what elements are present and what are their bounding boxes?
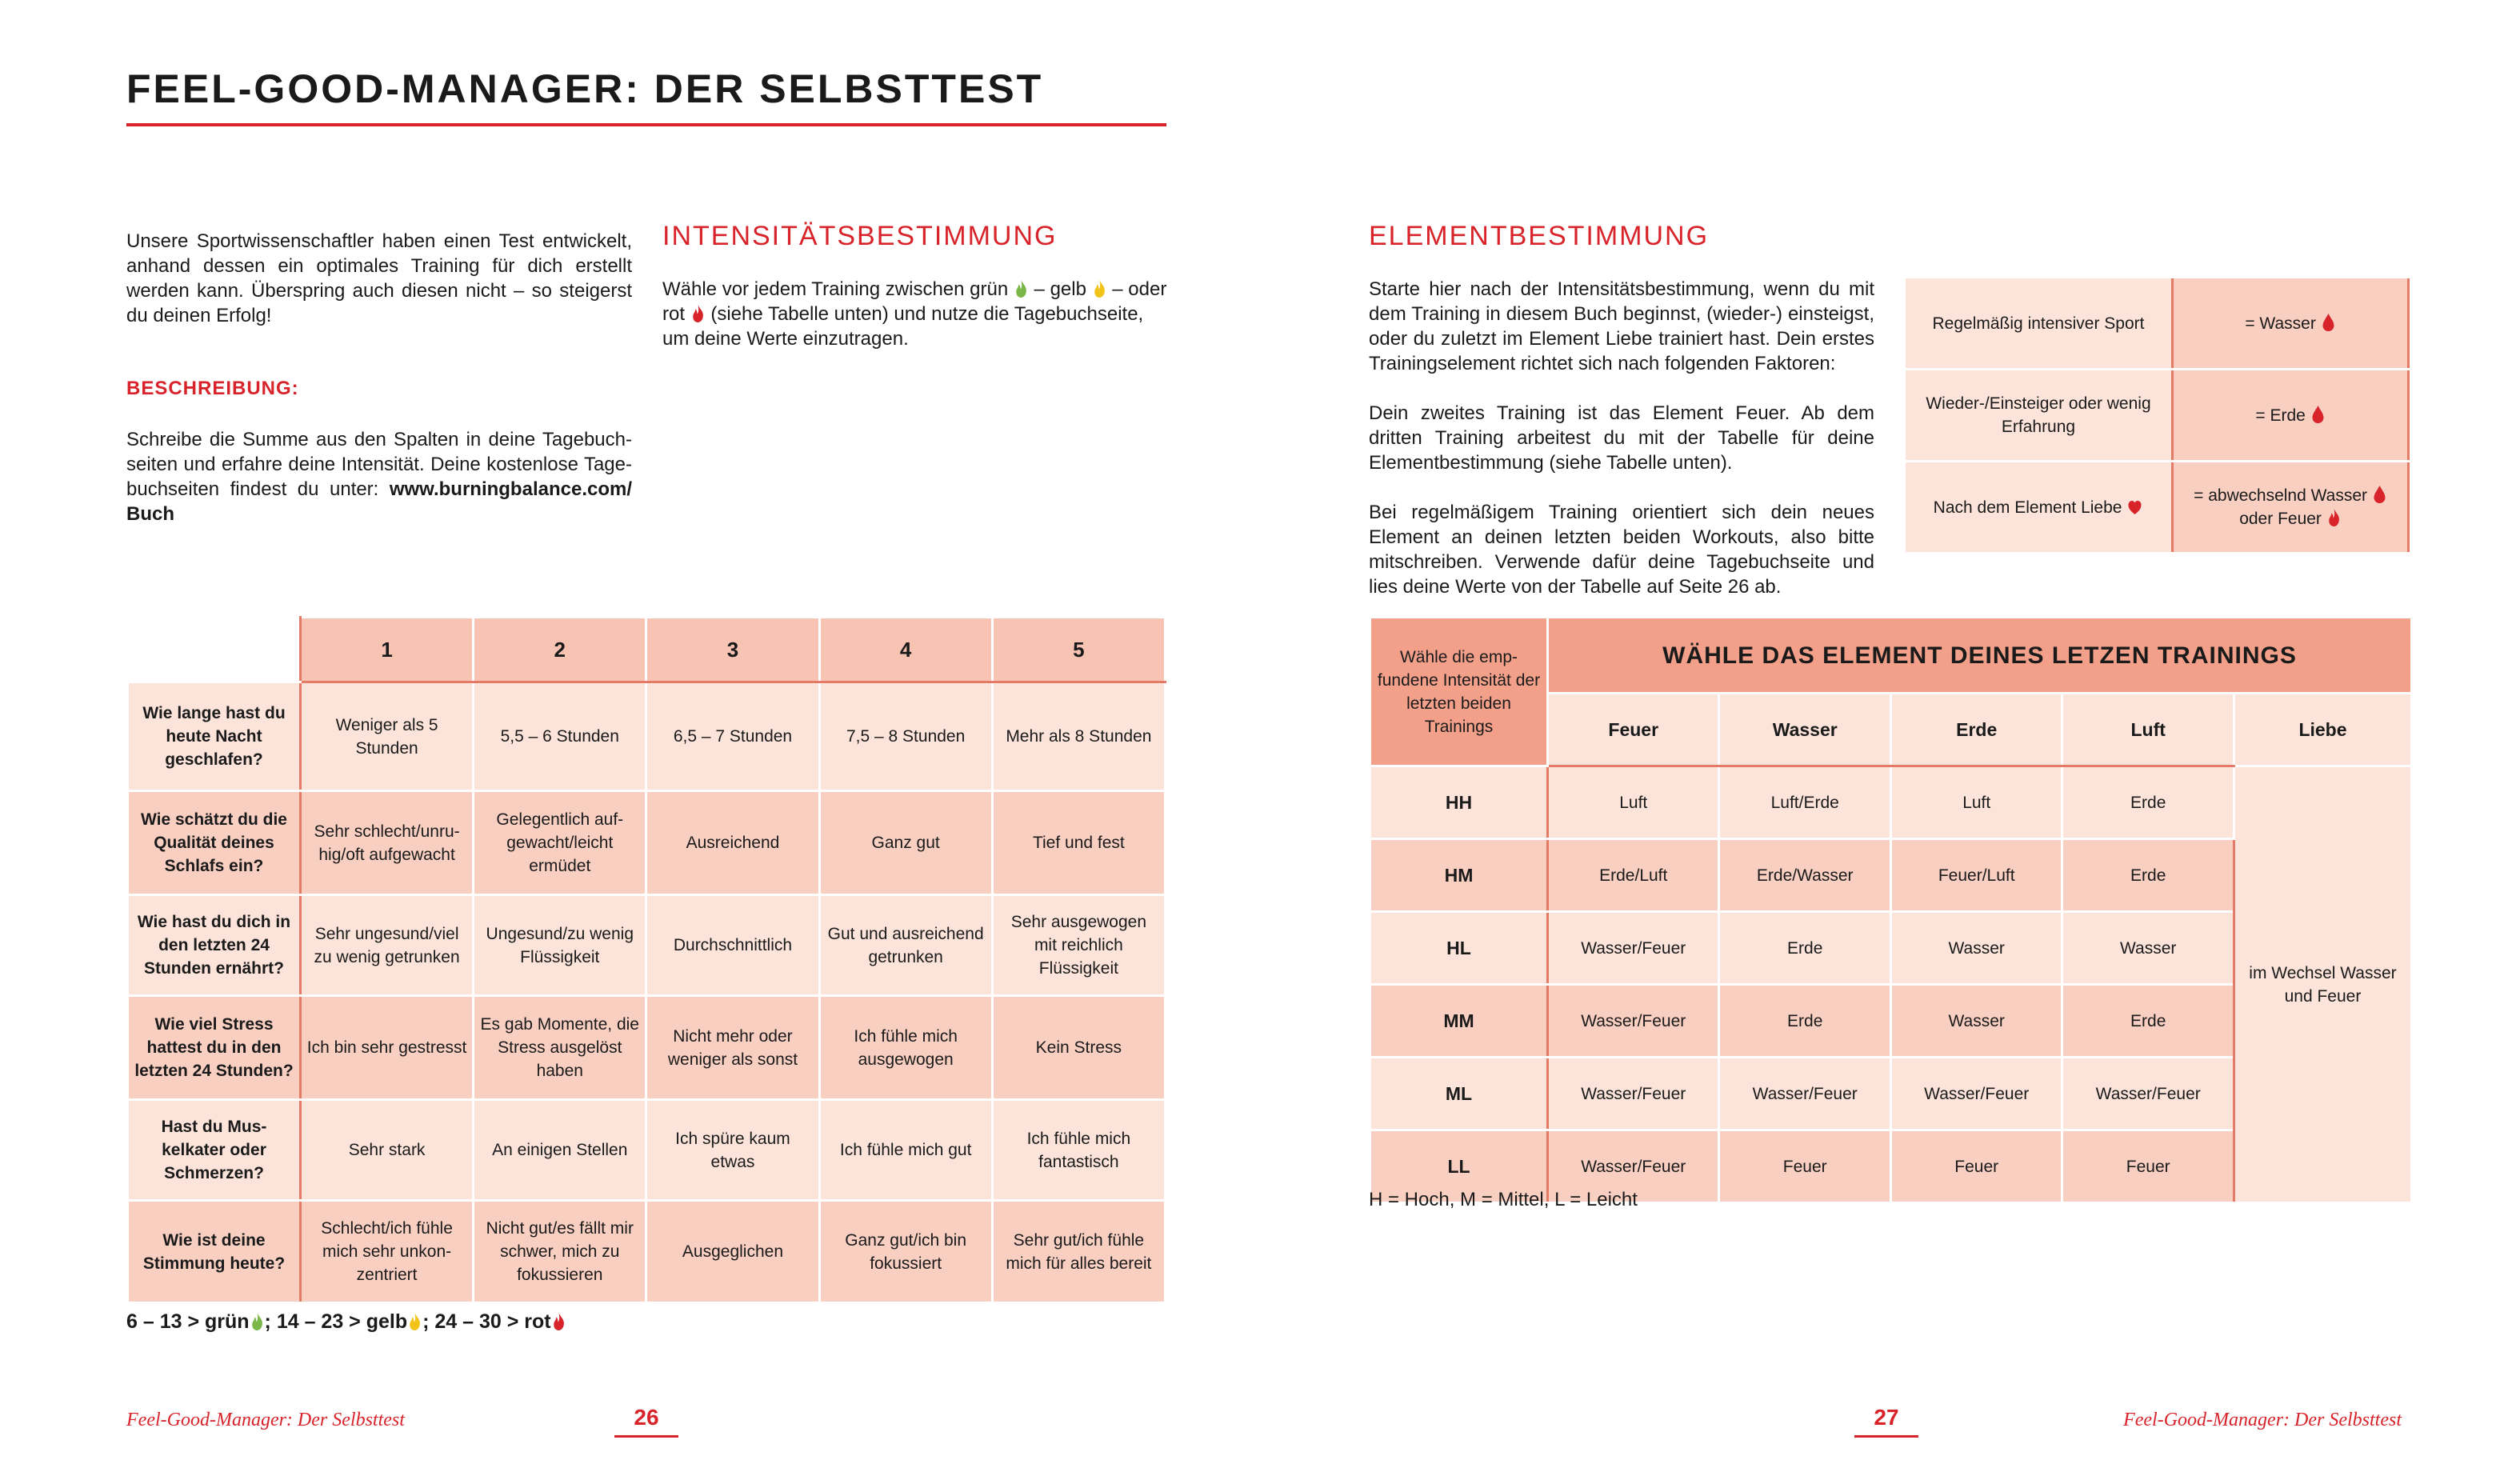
page-number-left: 26	[634, 1405, 659, 1430]
question-cell: Wie hast du dich in den letzten 24 Stunden ernährt?	[128, 895, 301, 996]
element-cell: Wasser/Feuer	[1548, 985, 1719, 1058]
element-cell: Erde	[2062, 839, 2234, 912]
answer-cell: Gut und ausreichend getrunken	[819, 895, 992, 996]
factor-label-text: Nach dem Element Liebe	[1933, 498, 2122, 517]
footer-left-text: Feel-Good-Manager: Der Selbsttest	[126, 1410, 405, 1430]
score-column-header: 1	[301, 618, 474, 682]
answer-cell: Gelegentlich aufgewacht/leicht ermüdet	[474, 791, 646, 895]
answer-cell: 7,5 – 8 Stunden	[819, 682, 992, 791]
start-element-table	[1906, 278, 2410, 554]
answer-cell: Sehr stark	[301, 1100, 474, 1201]
element-cell: Wasser/Feuer	[2062, 1058, 2234, 1130]
question-cell: Wie ist deine Stimmung heute?	[128, 1201, 301, 1303]
table-row	[128, 895, 1166, 996]
question-cell: Wie lange hast du heute Nacht geschlafen?	[128, 682, 301, 791]
answer-cell: Schlecht/ich fühle mich sehr unkonzentriert	[301, 1201, 474, 1303]
score-legend	[126, 1310, 566, 1334]
table-header-row	[1370, 618, 2412, 694]
answer-cell: 5,5 – 6 Stunden	[474, 682, 646, 791]
question-cell: Wie schätzt du die Qualität deines Schlafs ein?	[128, 791, 301, 895]
intensity-row-label: ML	[1370, 1058, 1548, 1130]
element-cell: Wasser/Feuer	[1548, 1130, 1719, 1203]
element-column-header: Erde	[1890, 694, 2062, 766]
table-header-row	[128, 618, 1166, 682]
earth-drop-icon	[2312, 406, 2324, 423]
score-column-header: 2	[474, 618, 646, 682]
answer-cell: Ich bin sehr gestresst	[301, 996, 474, 1100]
score-column-header: 4	[819, 618, 992, 682]
element-column-header: Feuer	[1548, 694, 1719, 766]
heart-icon	[2128, 500, 2142, 515]
element-cell: Wasser	[1890, 912, 2062, 985]
beschreibung-body: Schreibe die Summe aus den Spalten in deine Tagebuchseiten und erfahre deine Intensität. Deine kostenlose Tagebuchseiten findest du unter:	[126, 429, 632, 500]
answer-cell: Ich fühle mich fantastisch	[992, 1100, 1165, 1201]
element-cell: Luft	[1890, 766, 2062, 839]
beschreibung-text	[126, 427, 632, 526]
page-title: FEEL-GOOD-MANAGER: DER SELBSTTEST	[126, 66, 1044, 111]
table-row	[128, 682, 1166, 791]
element-paragraph-3: Bei regelmäßigem Training orientiert sich dein neues Element an deinen letzten beiden Workouts, also bitte mitschreiben. Verwende dafür deine Tagebuchseite und lies deine Werte von der Tabelle auf Seite 26 ab.	[1369, 502, 1874, 598]
element-column-header: Luft	[2062, 694, 2234, 766]
score-legend-red: ; 24 – 30 > rot	[422, 1310, 551, 1333]
page-number-right: 27	[1874, 1405, 1899, 1430]
intensity-questionnaire-table	[126, 616, 1166, 1304]
factor-label	[1906, 462, 2173, 554]
element-cell: Erde	[1719, 985, 1890, 1058]
element-cell: Feuer	[2062, 1130, 2234, 1203]
answer-cell: Ganz gut	[819, 791, 992, 895]
answer-cell: Ganz gut/ich bin fokussiert	[819, 1201, 992, 1303]
intensity-row-label: HM	[1370, 839, 1548, 912]
element-cell: Luft	[1548, 766, 1719, 839]
element-cell: Wasser/Feuer	[1548, 912, 1719, 985]
element-cell: Erde	[2062, 766, 2234, 839]
element-cell: Erde/Luft	[1548, 839, 1719, 912]
green-flame-icon	[1015, 280, 1027, 298]
factor-element-text: oder Feuer	[2239, 510, 2322, 528]
factor-element	[2173, 462, 2409, 554]
intensitaet-text-3: – oder rot	[662, 278, 1167, 325]
table-row	[1370, 766, 2412, 839]
answer-cell: 6,5 – 7 Stunden	[646, 682, 819, 791]
answer-cell: Sehr ungesund/viel zu wenig getrunken	[301, 895, 474, 996]
intensity-row-label: HL	[1370, 912, 1548, 985]
liebe-value-cell: im Wechsel Wasser und Feuer	[2234, 766, 2411, 1203]
element-cell: Erde	[2062, 985, 2234, 1058]
answer-cell: Weniger als 5 Stunden	[301, 682, 474, 791]
intensity-row-label: HH	[1370, 766, 1548, 839]
intensity-intro-cell: Wähle die empfundene Intensität der letzten beiden Trainings	[1370, 618, 1548, 766]
element-paragraph-2: Dein zweites Training ist das Element Feuer. Ab dem dritten Training arbeitest du mit der Tabelle für deine Elementbestimmung (siehe Tabelle unten).	[1369, 402, 1874, 474]
element-paragraph-1: Starte hier nach der Intensitätsbestimmung, wenn du mit dem Training in diesem Buch beginnst, (wieder-) einsteigst, oder du zuletzt im Element Liebe trainiert hast. Dein erstes Trainingselement richtet sich nach folgenden Faktoren:	[1369, 278, 1874, 374]
element-text	[1369, 277, 1874, 599]
factor-label: Regelmäßig intensiver Sport	[1906, 278, 2173, 370]
answer-cell: Sehr gut/ich fühle mich für alles bereit	[992, 1201, 1165, 1303]
element-cell: Feuer/Luft	[1890, 839, 2062, 912]
answer-cell: Tief und fest	[992, 791, 1165, 895]
abbreviation-legend: H = Hoch, M = Mittel, L = Leicht	[1369, 1189, 1638, 1210]
footer-right-text: Feel-Good-Manager: Der Selbsttest	[2123, 1410, 2402, 1430]
table-row	[1906, 370, 2409, 462]
factor-element-text: = Erde	[2255, 406, 2306, 425]
title-underline	[126, 123, 1166, 126]
answer-cell: Mehr als 8 Stunden	[992, 682, 1165, 791]
score-legend-yellow: ; 14 – 23 > gelb	[264, 1310, 408, 1333]
element-cell: Feuer	[1890, 1130, 2062, 1203]
yellow-flame-icon	[1094, 280, 1106, 298]
green-flame-icon	[251, 1313, 263, 1330]
factor-element	[2173, 370, 2409, 462]
red-flame-icon	[553, 1313, 565, 1330]
score-legend-green: 6 – 13 > grün	[126, 1310, 250, 1333]
page-number-right-rule	[1854, 1435, 1918, 1438]
element-cell: Wasser/Feuer	[1890, 1058, 2062, 1130]
liebe-column-header: Liebe	[2234, 694, 2411, 766]
intensity-row-label: LL	[1370, 1130, 1548, 1203]
water-drop-icon	[2322, 314, 2334, 331]
beschreibung-heading: BESCHREIBUNG:	[126, 378, 299, 399]
intensitaet-heading: INTENSITÄTSBESTIMMUNG	[662, 221, 1058, 251]
water-drop-icon	[2374, 486, 2386, 503]
element-cell: Wasser	[2062, 912, 2234, 985]
factor-element-text: = Wasser	[2245, 314, 2316, 333]
element-column-header: Wasser	[1719, 694, 1890, 766]
factor-element-text: = abwechselnd Wasser	[2194, 486, 2368, 505]
answer-cell: Nicht mehr oder weniger als sonst	[646, 996, 819, 1100]
intensitaet-text	[662, 277, 1168, 351]
intensitaet-text-2: – gelb	[1034, 278, 1086, 300]
answer-cell: Ich spüre kaum etwas	[646, 1100, 819, 1201]
element-selection-table	[1369, 616, 2413, 1204]
table-row	[128, 791, 1166, 895]
element-cell: Luft/Erde	[1719, 766, 1890, 839]
answer-cell: Ich fühle mich gut	[819, 1100, 992, 1201]
answer-cell: Es gab Momente, die Stress ausgelöst haben	[474, 996, 646, 1100]
answer-cell: Ich fühle mich ausgewogen	[819, 996, 992, 1100]
score-column-header: 5	[992, 618, 1165, 682]
element-cell: Wasser/Feuer	[1719, 1058, 1890, 1130]
answer-cell: Ungesund/zu wenig Flüssigkeit	[474, 895, 646, 996]
answer-cell: Sehr schlecht/unruhig/oft aufgewacht	[301, 791, 474, 895]
element-cell: Wasser/Feuer	[1548, 1058, 1719, 1130]
element-cell: Erde	[1719, 912, 1890, 985]
answer-cell: Ausreichend	[646, 791, 819, 895]
intensitaet-text-1: Wähle vor jedem Training zwischen grün	[662, 278, 1009, 300]
table-row	[128, 1100, 1166, 1201]
score-column-header: 3	[646, 618, 819, 682]
table-row	[1906, 462, 2409, 554]
table-row	[1906, 278, 2409, 370]
factor-label: Wieder-/Einsteiger oder wenig Erfahrung	[1906, 370, 2173, 462]
intensity-row-label: MM	[1370, 985, 1548, 1058]
table-corner	[128, 618, 301, 682]
question-cell: Wie viel Stress hattest du in den letzten 24 Stunden?	[128, 996, 301, 1100]
answer-cell: Sehr ausgewogen mit reichlich Flüssigkeit	[992, 895, 1165, 996]
factor-element	[2173, 278, 2409, 370]
intro-text: Unsere Sportwissenschaftler haben einen Test entwickelt, anhand dessen ein optimales Training für dich erstellt werden kann. Überspring auch diesen nicht – so steigerst du deinen Erfolg!	[126, 230, 632, 326]
element-cell: Feuer	[1719, 1130, 1890, 1203]
question-cell: Hast du Muskelkater oder Schmerzen?	[128, 1100, 301, 1201]
page-number-left-rule	[614, 1435, 678, 1438]
red-flame-icon	[2328, 509, 2340, 526]
answer-cell: Durchschnittlich	[646, 895, 819, 996]
element-cell: Erde/Wasser	[1719, 839, 1890, 912]
diary-link[interactable]: www.burningbalance.com/ Buch	[126, 478, 632, 525]
yellow-flame-icon	[409, 1313, 421, 1330]
red-flame-icon	[692, 305, 704, 322]
table-row	[128, 1201, 1166, 1303]
answer-cell: Kein Stress	[992, 996, 1165, 1100]
table-row	[128, 996, 1166, 1100]
element-table-title: WÄHLE DAS ELEMENT DEINES LETZEN TRAININGS	[1548, 618, 2412, 694]
answer-cell: Ausgeglichen	[646, 1201, 819, 1303]
element-heading: ELEMENTBESTIMMUNG	[1369, 221, 1710, 251]
element-cell: Wasser	[1890, 985, 2062, 1058]
answer-cell: An einigen Stellen	[474, 1100, 646, 1201]
answer-cell: Nicht gut/es fällt mir schwer, mich zu fokussieren	[474, 1201, 646, 1303]
intensitaet-text-4: (siehe Tabelle unten) und nutze die Tagebuchseite, um deine Werte einzutragen.	[662, 303, 1144, 350]
